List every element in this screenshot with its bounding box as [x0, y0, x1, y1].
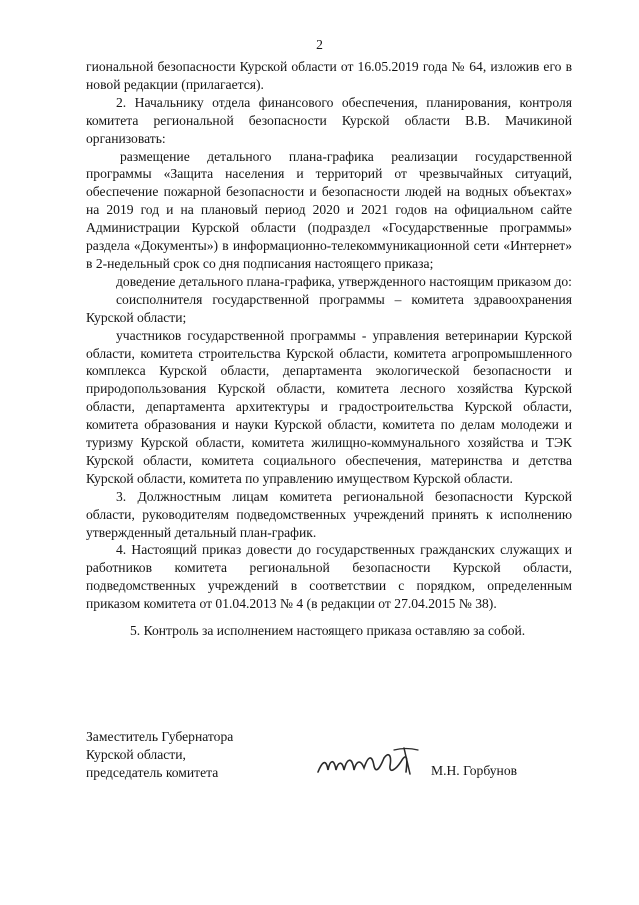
- paragraph-delivery: доведение детального плана-графика, утвержденного настоящим приказом до:: [116, 273, 572, 289]
- position-line: Заместитель Губернатора: [86, 729, 234, 744]
- position-line: Курской области,: [86, 747, 186, 762]
- paragraph-placement: размещение детального плана-графика реализации государственной программы «Защита населения и территорий от чрезвычайных ситуаций, обеспечение пожарной безопасности и безопасности людей на водных объектах» на 2019 год и на плановый период 2020 и 2021 годов на официальном сайте Администрации Курской области (подраздел «Государственные программы» раздела «Документы») в информационно-телекоммуникационной сети «Интернет» в 2-недельный срок со дня подписания настоящего приказа;: [86, 148, 572, 271]
- paragraph-item-4: 4. Настоящий приказ довести до государственных гражданских служащих и работников комитета региональной безопасности Курской области, подведомственных учреждений в соответствии с порядком, определенным приказом комитета от 01.04.2013 № 4 (в редакции от 27.04.2015 № 38).: [86, 542, 572, 612]
- page-number: 2: [316, 37, 323, 52]
- paragraph-co-executor: соисполнителя государственной программы – комитета здравоохранения Курской области;: [86, 291, 572, 325]
- paragraph-participants: участников государственной программы - управления ветеринарии Курской области, комитета строительства Курской области, комитета агропромышленного комплекса Курской области, департамента экологической безопасности и природопользования Курской области, комитета лесного хозяйства Курской области, департамента архитектуры и градостроительства Курской области, комитета образования и науки Курской области, комитета по делам молодежи и туризму Курской области, комитета жилищно-коммунального хозяйства и ТЭК Курской области, комитета социального обеспечения, материнства и детства Курской области, комитета по управлению имуществом Курской области.: [86, 327, 572, 486]
- paragraph-item-2: 2. Начальнику отдела финансового обеспечения, планирования, контроля комитета региональной безопасности Курской области В.В. Мачикиной организовать:: [86, 94, 572, 146]
- handwritten-signature: [314, 744, 424, 784]
- paragraph-item-5: 5. Контроль за исполнением настоящего приказа оставляю за собой.: [130, 623, 526, 639]
- signatory-name: М.Н. Горбунов: [431, 763, 518, 778]
- position-line: председатель комитета: [86, 765, 219, 780]
- paragraph-item-3: 3. Должностным лицам комитета региональной безопасности Курской области, руководителям подведомственных учреждений принять к исполнению утвержденный детальный план-график.: [86, 488, 572, 540]
- paragraph-continuation: гиональной безопасности Курской области от 16.05.2019 года № 64, изложив его в новой редакции (прилагается).: [86, 59, 572, 92]
- document-body: [86, 58, 572, 640]
- signature-block: [86, 728, 566, 788]
